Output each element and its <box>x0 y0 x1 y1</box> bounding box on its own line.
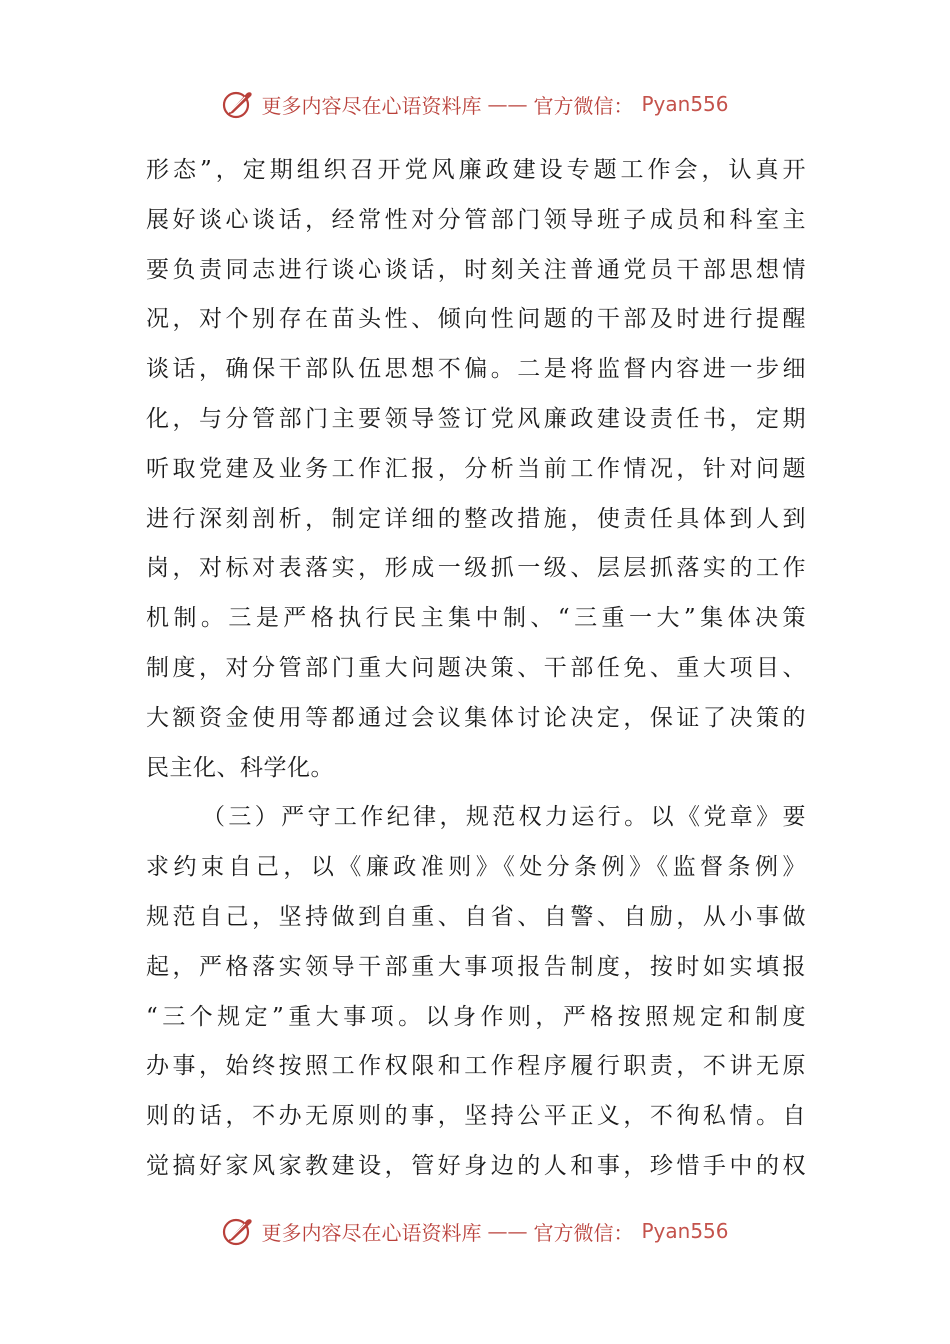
text-line: 要负责同志进行谈心谈话，时刻关注普通党员干部思想情 <box>146 256 806 283</box>
watermark-text: 更多内容尽在心语资料库 <box>261 1220 482 1245</box>
text-line: 听取党建及业务工作汇报，分析当前工作情况，针对问题 <box>146 455 806 482</box>
text-line: 岗，对标对表落实，形成一级抓一级、层层抓落实的工作 <box>146 555 806 582</box>
header-watermark <box>0 84 950 124</box>
quill-pen-circle-icon <box>221 87 255 121</box>
watermark-text: 更多内容尽在心语资料库 <box>261 93 482 118</box>
section-heading-line: （三）严守工作纪律，规范权力运行。以《党章》要 <box>202 804 806 831</box>
text-line: 机制。三是严格执行民主集中制、“三重一大”集体决策 <box>146 605 806 632</box>
text-line: 求约束自己，以《廉政准则》《处分条例》《监督条例》 <box>146 854 806 881</box>
watermark-contact-id: Pyan556 <box>641 1219 729 1243</box>
text-line: 觉搞好家风家教建设，管好身边的人和事，珍惜手中的权 <box>146 1152 806 1179</box>
text-line: 制度，对分管部门重大问题决策、干部任免、重大项目、 <box>146 654 806 681</box>
text-line: “三个规定”重大事项。以身作则，严格按照规定和制度 <box>146 1003 806 1030</box>
text-line: 办事，始终按照工作权限和工作程序履行职责，不讲无原 <box>146 1053 806 1080</box>
text-line: 规范自己，坚持做到自重、自省、自警、自励，从小事做 <box>146 903 806 930</box>
text-line: 民主化、科学化。 <box>146 754 334 781</box>
text-line: 展好谈心谈话，经常性对分管部门领导班子成员和科室主 <box>146 206 806 233</box>
watermark-dash: —— <box>487 1219 528 1243</box>
quill-pen-circle-icon <box>221 1214 255 1248</box>
footer-watermark <box>0 1211 950 1251</box>
text-line: 谈话，确保干部队伍思想不偏。二是将监督内容进一步细 <box>146 356 806 383</box>
text-line: 形态”，定期组织召开党风廉政建设专题工作会，认真开 <box>146 157 806 183</box>
document-body <box>146 146 806 1192</box>
text-line: 则的话，不办无原则的事，坚持公平正义，不徇私情。自 <box>146 1103 806 1130</box>
text-line: 化，与分管部门主要领导签订党风廉政建设责任书，定期 <box>146 405 806 432</box>
text-line: 进行深刻剖析，制定详细的整改措施，使责任具体到人到 <box>146 505 806 532</box>
text-line: 大额资金使用等都通过会议集体讨论决定，保证了决策的 <box>146 704 806 731</box>
text-line: 起，严格落实领导干部重大事项报告制度，按时如实填报 <box>146 953 806 980</box>
watermark-dash: —— <box>487 92 528 116</box>
watermark-contact-id: Pyan556 <box>641 92 729 116</box>
watermark-contact-label: 官方微信： <box>533 93 634 118</box>
watermark-contact-label: 官方微信： <box>533 1220 634 1245</box>
text-line: 况，对个别存在苗头性、倾向性问题的干部及时进行提醒 <box>146 306 806 333</box>
